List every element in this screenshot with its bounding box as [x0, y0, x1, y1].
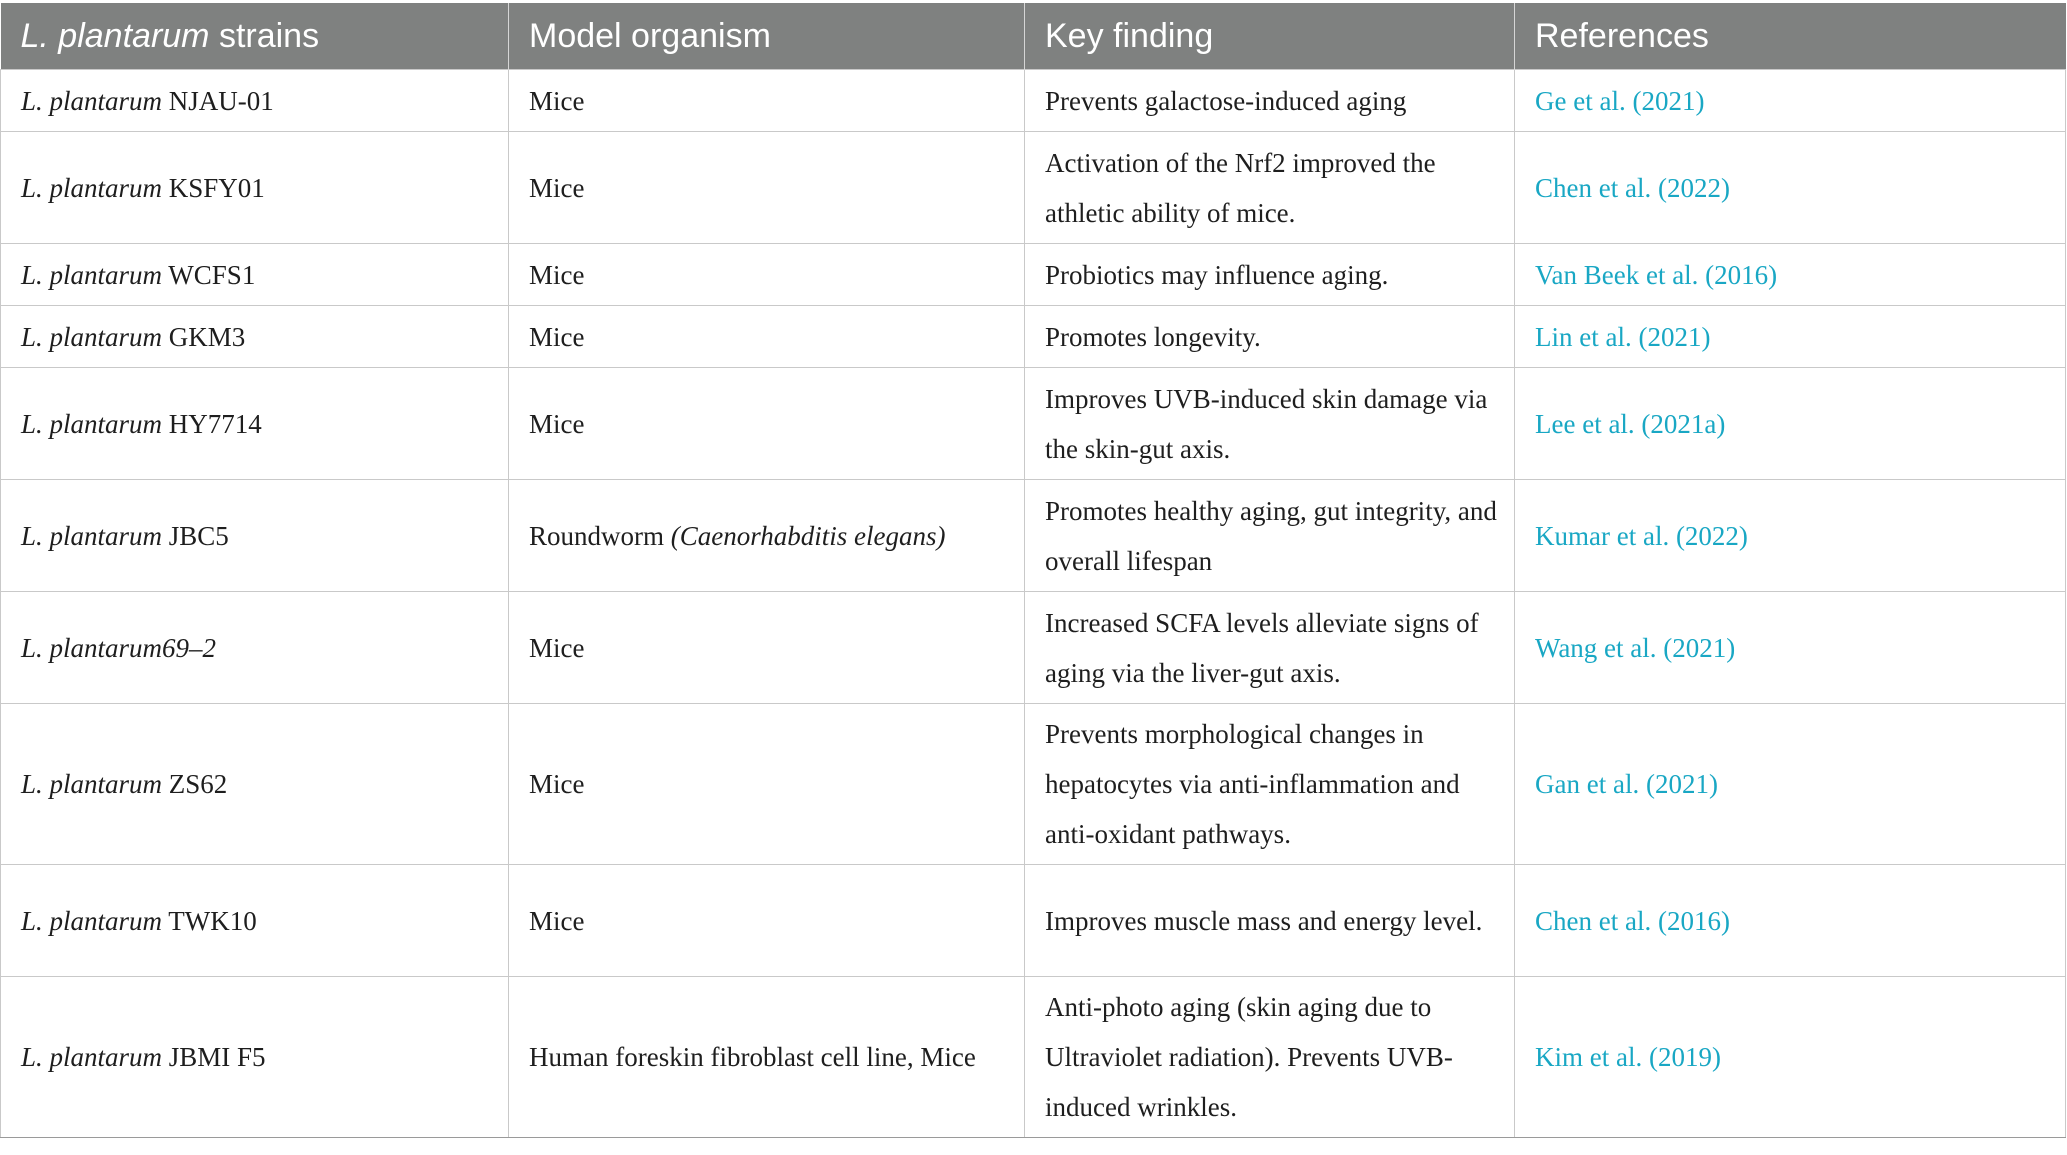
- strain-id: JBMI F5: [162, 1042, 266, 1072]
- strain-id: NJAU-01: [162, 85, 274, 116]
- strain-cell: [1, 132, 509, 244]
- finding-cell: Probiotics may influence aging.: [1025, 244, 1515, 306]
- strain-genus: L. plantarum: [21, 321, 163, 352]
- finding-cell: Improves muscle mass and energy level.: [1025, 865, 1515, 977]
- reference-cell: [1515, 704, 2066, 865]
- finding-cell: Increased SCFA levels alleviate signs of aging via the liver-gut axis.: [1025, 592, 1515, 704]
- strain-cell: [1, 592, 509, 704]
- strain-cell: [1, 865, 509, 977]
- organism-text: Mice: [529, 408, 585, 439]
- reference-link[interactable]: Van Beek et al. (2016): [1535, 259, 1778, 290]
- organism-text: Mice: [529, 321, 585, 352]
- organism-cell: [509, 368, 1025, 480]
- strain-id: KSFY01: [162, 172, 265, 203]
- finding-cell: Promotes healthy aging, gut integrity, and overall lifespan: [1025, 480, 1515, 592]
- organism-text: Mice: [529, 905, 585, 936]
- header-references: References: [1515, 3, 2066, 70]
- strain-genus: L. plantarum: [21, 769, 163, 799]
- reference-link[interactable]: Lee et al. (2021a): [1535, 408, 1726, 439]
- table-row: [1, 480, 2066, 592]
- strain-id: ZS62: [162, 769, 228, 799]
- reference-link[interactable]: Gan et al. (2021): [1535, 769, 1718, 799]
- finding-cell: Anti-photo aging (skin aging due to Ultraviolet radiation). Prevents UVB-induced wrinkles.: [1025, 977, 1515, 1138]
- table-row: [1, 132, 2066, 244]
- organism-cell: [509, 865, 1025, 977]
- reference-cell: [1515, 592, 2066, 704]
- reference-link[interactable]: Kumar et al. (2022): [1535, 520, 1748, 551]
- table-row: [1, 977, 2066, 1138]
- reference-link[interactable]: Lin et al. (2021): [1535, 321, 1711, 352]
- organism-text: Mice: [529, 85, 585, 116]
- reference-cell: [1515, 132, 2066, 244]
- strain-genus: L. plantarum: [21, 905, 163, 936]
- strain-id: GKM3: [162, 321, 246, 352]
- header-key-finding: Key finding: [1025, 3, 1515, 70]
- reference-cell: [1515, 977, 2066, 1138]
- table-row: [1, 368, 2066, 480]
- organism-text: Mice: [529, 172, 585, 203]
- organism-cell: [509, 306, 1025, 368]
- reference-cell: [1515, 480, 2066, 592]
- header-model-organism: Model organism: [509, 3, 1025, 70]
- table-row: [1, 592, 2066, 704]
- strain-id: HY7714: [162, 408, 262, 439]
- organism-cell: [509, 704, 1025, 865]
- reference-cell: [1515, 368, 2066, 480]
- strain-cell: [1, 70, 509, 132]
- organism-text: Roundworm: [529, 520, 671, 551]
- reference-link[interactable]: Wang et al. (2021): [1535, 632, 1736, 663]
- finding-cell: Prevents morphological changes in hepatocytes via anti-inflammation and anti-oxidant pathways.: [1025, 704, 1515, 865]
- strain-id: JBC5: [162, 520, 229, 551]
- organism-species: (Caenorhabditis elegans): [670, 520, 946, 551]
- organism-cell: [509, 977, 1025, 1138]
- organism-cell: [509, 480, 1025, 592]
- strain-cell: [1, 368, 509, 480]
- strain-genus: L. plantarum: [21, 172, 163, 203]
- header-strains: [1, 3, 509, 70]
- table-header: [1, 3, 2066, 70]
- strain-id: WCFS1: [162, 259, 256, 290]
- strain-cell: [1, 244, 509, 306]
- strain-genus: L. plantarum: [21, 520, 163, 551]
- strain-cell: [1, 704, 509, 865]
- organism-cell: [509, 70, 1025, 132]
- table-row: [1, 704, 2066, 865]
- strains-table: [0, 3, 2066, 1138]
- reference-link[interactable]: Ge et al. (2021): [1535, 85, 1705, 116]
- organism-cell: [509, 244, 1025, 306]
- strain-cell: [1, 480, 509, 592]
- table-body: [1, 70, 2066, 1138]
- header-row: [1, 3, 2066, 70]
- strain-id: TWK10: [162, 905, 257, 936]
- organism-text: Mice: [529, 259, 585, 290]
- strain-genus: L. plantarum: [21, 85, 163, 116]
- table-row: [1, 244, 2066, 306]
- organism-cell: [509, 592, 1025, 704]
- reference-link[interactable]: Chen et al. (2016): [1535, 905, 1730, 936]
- strain-cell: [1, 977, 509, 1138]
- organism-text: Mice: [529, 769, 585, 799]
- finding-cell: Improves UVB-induced skin damage via the skin-gut axis.: [1025, 368, 1515, 480]
- reference-link[interactable]: Kim et al. (2019): [1535, 1042, 1721, 1072]
- finding-cell: Prevents galactose-induced aging: [1025, 70, 1515, 132]
- strain-genus: L. plantarum69–2: [21, 632, 217, 663]
- table-row: [1, 865, 2066, 977]
- reference-cell: [1515, 865, 2066, 977]
- reference-cell: [1515, 244, 2066, 306]
- finding-cell: Promotes longevity.: [1025, 306, 1515, 368]
- strain-genus: L. plantarum: [21, 1042, 163, 1072]
- finding-cell: Activation of the Nrf2 improved the athletic ability of mice.: [1025, 132, 1515, 244]
- header-strains-genus: L. plantarum: [20, 16, 210, 55]
- strains-table-container: [0, 3, 2067, 1138]
- organism-cell: [509, 132, 1025, 244]
- reference-cell: [1515, 306, 2066, 368]
- table-row: [1, 70, 2066, 132]
- reference-cell: [1515, 70, 2066, 132]
- strain-genus: L. plantarum: [21, 408, 163, 439]
- reference-link[interactable]: Chen et al. (2022): [1535, 172, 1730, 203]
- table-row: [1, 306, 2066, 368]
- organism-text: Human foreskin fibroblast cell line, Mice: [529, 1042, 976, 1072]
- strain-genus: L. plantarum: [21, 259, 163, 290]
- strain-cell: [1, 306, 509, 368]
- header-strains-label: strains: [209, 16, 320, 55]
- organism-text: Mice: [529, 632, 585, 663]
